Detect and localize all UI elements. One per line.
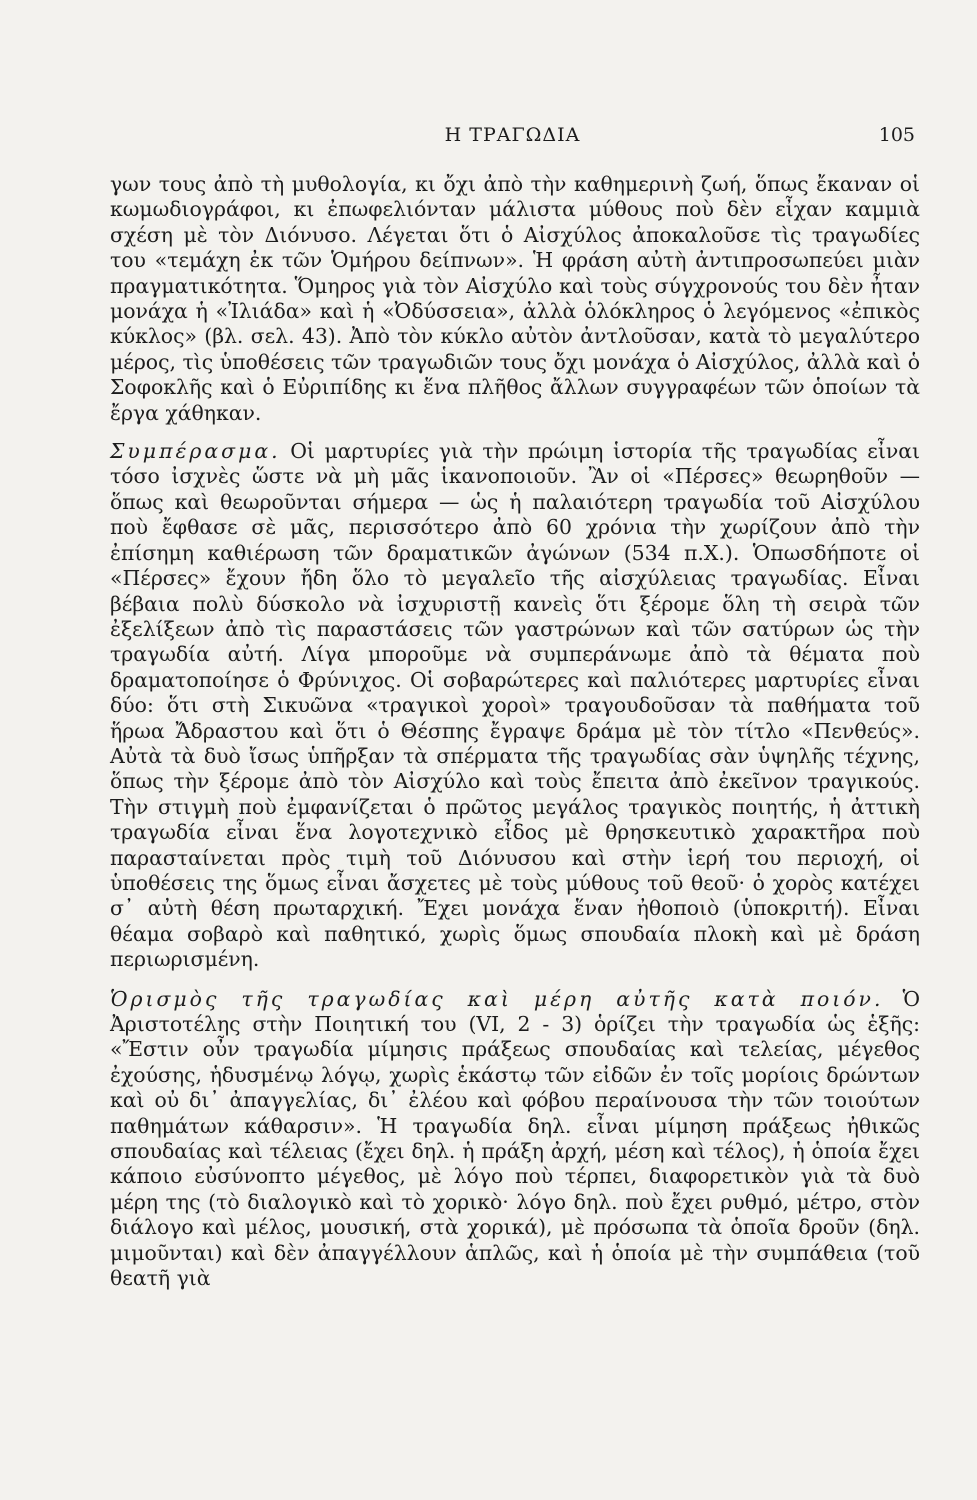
paragraph-2-text: Οἱ μαρτυρίες γιὰ τὴν πρώιμη ἱστορία τῆς τραγωδίας εἶναι τόσο ἰσχνὲς ὥστε νὰ μὴ μᾶς ἱκανοποιοῦν. Ἂν οἱ «Πέρσες» θεωρηθοῦν — ὅπως καὶ θεωροῦνται σήμερα — ὡς ἡ παλαιότερη τραγωδία τοῦ Αἰσχύλου ποὺ ἔφθασε σὲ μᾶς, περισσότερο ἀπὸ 60 χρόνια τὴν χωρίζουν ἀπὸ τὴν ἐπίσημη καθιέρωση τῶν δραματικῶν ἀγώνων (534 π.Χ.). Ὁπωσδήποτε οἱ «Πέρσες» ἔχουν ἤδη ὅλο τὸ μεγαλεῖο τῆς αἰσχύλειας τραγωδίας. Εἶναι βέβαια πολὺ δύσκολο νὰ ἰσχυριστῇ κανεὶς ὅτι ξέρομε ὅλη τὴ σειρὰ τῶν ἐξελίξεων ἀπὸ τὶς παραστάσεις τῶν γαστρώνων καὶ τῶν σατύρων ὡς τὴν τραγωδία αὐτή. Λίγα μποροῦμε νὰ συμπεράνωμε ἀπὸ τὰ θέματα ποὺ δραματοποίησε ὁ Φρύνιχος. Οἱ σοβαρώτερες καὶ παλιότερες μαρτυρίες εἶναι δύο: ὅτι στὴ Σικυῶνα «τραγικοὶ χοροὶ» τραγουδοῦσαν τὰ παθήματα τοῦ ἥρωα Ἄδραστου καὶ ὅτι ὁ Θέσπης ἔγραψε δράμα μὲ τὸν τίτλο «Πενθεύς». Αὐτὰ τὰ δυὸ ἴσως ὑπῆρξαν τὰ σπέρματα τῆς τραγωδίας σὰν ὑψηλῆς τέχνης, ὅπως τὴν ξέρομε ἀπὸ τὸν Αἰσχύλο καὶ τοὺς ἔπειτα ἀπὸ ἐκεῖνον τραγικούς. Τὴν στιγμὴ ποὺ ἐμφανίζεται ὁ πρῶτος μεγάλος τραγικὸς ποιητής, ἡ ἀττικὴ τραγωδία εἶναι ἕνα λογοτεχνικὸ εἶδος μὲ θρησκευτικὸ χαρακτῆρα ποὺ παρασταίνεται πρὸς τιμὴ τοῦ Διόνυσου καὶ στὴν ἱερή του περιοχή, οἱ ὑποθέσεις της ὅμως εἶναι ἄσχετες μὲ τοὺς μύθους τοῦ θεοῦ· ὁ χορὸς κατέχει σ᾿ αὐτὴ θέση πρωταρχική. Ἔχει μονάχα ἕναν ἠθοποιὸ (ὑποκριτή). Εἶναι θέαμα σοβαρὸ καὶ παθητικό, χωρὶς ὅμως σπουδαία πλοκὴ καὶ μὲ δράση περιωρισμένη. [110, 439, 920, 972]
paragraph-3-text: Ὁ Ἀριστοτέλης στὴν Ποιητική του (VI, 2 - 3) ὁρίζει τὴν τραγωδία ὡς ἑξῆς: «Ἔστιν οὖν τραγωδία μίμησις πράξεως σπουδαίας καὶ τελείας, μέγεθος ἐχούσης, ἡδυσμένῳ λόγῳ, χωρὶς ἑκάστῳ τῶν εἰδῶν ἐν τοῖς μορίοις δρώντων καὶ οὐ δι᾿ ἀπαγγελίας, δι᾿ ἐλέου καὶ φόβου περαίνουσα τὴν τῶν τοιούτων παθημάτων κάθαρσιν». Ἡ τραγωδία δηλ. εἶναι μίμηση πράξεως ἠθικῶς σπουδαίας καὶ τέλειας (ἔχει δηλ. ἡ πράξη ἀρχή, μέση καὶ τέλος), ἡ ὁποία ἔχει κάποιο εὐσύνοπτο μέγεθος, μὲ λόγο ποὺ τέρπει, διαφορετικὸν γιὰ τὰ δυὸ μέρη της (τὸ διαλογικὸ καὶ τὸ χορικὸ· λόγο δηλ. ποὺ ἔχει ρυθμό, μέτρο, στὸν διάλογο καὶ μέλος, μουσική, στὰ χορικά), μὲ πρόσωπα τὰ ὁποῖα δροῦν (δηλ. μιμοῦνται) καὶ δὲν ἀπαγγέλλουν ἁπλῶς, καὶ ἡ ὁποία μὲ τὴν συμπάθεια (τοῦ θεατῆ γιὰ [110, 986, 920, 1291]
running-title: Η ΤΡΑΓΩΔΙΑ [444, 124, 581, 146]
running-header [110, 122, 915, 152]
page-number: 105 [878, 124, 915, 146]
body-text [110, 172, 920, 1291]
paragraph-1: γων τους ἀπὸ τὴ μυθολογία, κι ὄχι ἀπὸ τὴν καθημερινὴ ζωή, ὅπως ἔκαναν οἱ κωμωδιογράφοι, κι ἐπωφελιόνταν μάλιστα μύθους ποὺ δὲν εἶχαν καμμιὰ σχέση μὲ τὸν Διόνυσο. Λέγεται ὅτι ὁ Αἰσχύλος ἀποκαλοῦσε τὶς τραγωδίες του «τεμάχη ἐκ τῶν Ὁμήρου δείπνων». Ἡ φράση αὐτὴ ἀντιπροσωπεύει μιὰν πραγματικότητα. Ὅμηρος γιὰ τὸν Αἰσχύλο καὶ τοὺς σύγχρονούς του δὲν ἦταν μονάχα ἡ «Ἰλιάδα» καὶ ἡ «Ὀδύσσεια», ἀλλὰ ὁλόκληρος ὁ λεγόμενος «ἐπικὸς κύκλος» (βλ. σελ. 43). Ἀπὸ τὸν κύκλο αὐτὸν ἀντλοῦσαν, κατὰ τὸ μεγαλύτερο μέρος, τὶς ὑποθέσεις τῶν τραγωδιῶν τους ὄχι μονάχα ὁ Αἰσχύλος, ἀλλὰ καὶ ὁ Σοφοκλῆς καὶ ὁ Εὐριπίδης κι ἕνα πλῆθος ἄλλων συγγραφέων τῶν ὁποίων τὰ ἔργα χάθηκαν. [110, 172, 920, 425]
paragraph-3 [110, 987, 920, 1292]
section-heading-definition: Ὁρισμὸς τῆς τραγωδίας καὶ μέρη αὐτῆς κατὰ ποιόν. [110, 986, 884, 1011]
section-heading-conclusion: Συμπέρασμα. [110, 439, 281, 464]
paragraph-2 [110, 439, 920, 973]
